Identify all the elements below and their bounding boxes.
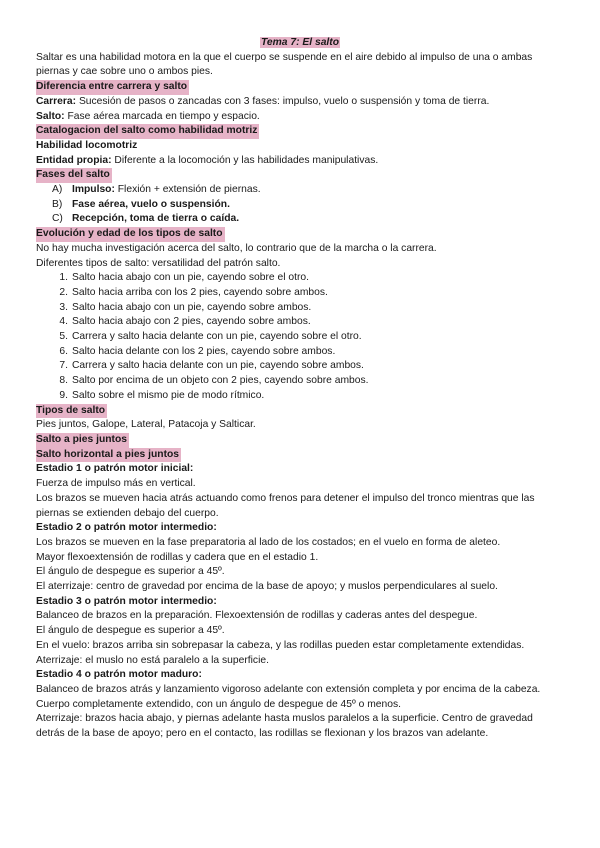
estadio-3-heading: Estadio 3 o patrón motor intermedio:	[36, 595, 217, 607]
entidad-text: Diferente a la locomoción y las habilidades manipulativas.	[111, 154, 379, 166]
section-heading-evolucion: Evolución y edad de los tipos de salto	[36, 227, 225, 242]
list-item-text: Carrera y salto hacia delante con un pie, cayendo sobre ambos.	[72, 360, 364, 372]
list-item	[36, 330, 564, 345]
estadio-4-heading: Estadio 4 o patrón motor maduro:	[36, 669, 202, 681]
list-marker: 8.	[59, 375, 68, 387]
list-marker: A)	[52, 184, 63, 196]
list-marker: 1.	[59, 272, 68, 284]
carrera-label: Carrera:	[36, 95, 77, 107]
list-item-text: Salto hacia abajo con 2 pies, cayendo sobre ambos.	[72, 316, 311, 328]
list-marker: 9.	[59, 389, 68, 401]
estadio-2-heading: Estadio 2 o patrón motor intermedio:	[36, 522, 217, 534]
estadio-4-line: Balanceo de brazos atrás y lanzamiento vigoroso adelante con extensión completa y por encima de la cabeza.	[36, 683, 541, 695]
list-item	[36, 374, 564, 389]
tipos-text: Pies juntos, Galope, Lateral, Patacoja y Salticar.	[36, 419, 256, 431]
list-marker: 7.	[59, 360, 68, 372]
list-item-text: Salto hacia abajo con un pie, cayendo sobre el otro.	[72, 272, 309, 284]
estadio-3-line: Aterrizaje: el muslo no está paralelo a la superficie.	[36, 654, 269, 666]
entidad-definition	[36, 154, 564, 169]
section-heading-pies-juntos: Salto a pies juntos	[36, 433, 129, 448]
entidad-label: Entidad propia:	[36, 154, 112, 166]
list-item-label: Recepción, toma de tierra o caída.	[72, 213, 240, 225]
list-item	[36, 271, 564, 286]
estadio-1-line: Los brazos se mueven hacia atrás actuando como frenos para detener el impulso del tronco mientras que las piernas se extienden debajo del cuerpo.	[36, 492, 535, 519]
list-item-text: Salto por encima de un objeto con 2 pies, cayendo sobre ambos.	[72, 375, 369, 387]
document-title: Tema 7: El salto	[260, 37, 340, 48]
estadio-3-line: El ángulo de despegue es superior a 45º.	[36, 625, 225, 637]
tipos-list	[36, 271, 564, 403]
salto-label: Salto:	[36, 110, 65, 122]
subheading-salto-horizontal: Salto horizontal a pies juntos	[36, 448, 181, 463]
list-marker: 4.	[59, 316, 68, 328]
estadio-3-line: Balanceo de brazos en la preparación. Flexoextensión de rodillas y caderas antes del despegue.	[36, 610, 478, 622]
estadio-2-line: Los brazos se mueven en la fase preparatoria al lado de los costados; en el vuelo en forma de aleteo.	[36, 536, 501, 548]
list-item-label: Fase aérea, vuelo o suspensión.	[72, 198, 230, 210]
estadio-1-heading: Estadio 1 o patrón motor inicial:	[36, 463, 194, 475]
list-marker: 5.	[59, 331, 68, 343]
subheading-habilidad: Habilidad locomotriz	[36, 139, 138, 151]
list-item-text: Salto sobre el mismo pie de modo rítmico.	[72, 389, 265, 401]
list-item-text: Salto hacia arriba con los 2 pies, cayendo sobre ambos.	[72, 286, 328, 298]
section-heading-diferencia: Diferencia entre carrera y salto	[36, 80, 189, 95]
estadio-3-line: En el vuelo: brazos arriba sin sobrepasar la cabeza, y las rodillas pueden estar completamente extendidas.	[36, 639, 525, 651]
list-item-text: Salto hacia abajo con un pie, cayendo sobre ambos.	[72, 301, 312, 313]
list-item	[36, 389, 564, 404]
list-item	[36, 198, 564, 213]
list-marker: B)	[52, 198, 63, 210]
section-heading-tipos: Tipos de salto	[36, 404, 107, 419]
tipos-intro: Diferentes tipos de salto: versatilidad del patrón salto.	[36, 257, 281, 269]
list-item-text: Salto hacia delante con los 2 pies, cayendo sobre ambos.	[72, 345, 336, 357]
list-marker: C)	[52, 213, 63, 225]
section-heading-fases: Fases del salto	[36, 168, 112, 183]
fases-list	[36, 183, 564, 227]
list-item	[36, 301, 564, 316]
carrera-definition	[36, 95, 564, 110]
list-item	[36, 315, 564, 330]
estadio-4-line: Cuerpo completamente extendido, con un ángulo de despegue de 45º o menos.	[36, 698, 401, 710]
intro-paragraph: Saltar es una habilidad motora en la que el cuerpo se suspende en el aire debido al impulso de una o ambas piernas y cae sobre uno o ambos pies.	[36, 51, 533, 78]
estadio-4-line: Aterrizaje: brazos hacia abajo, y piernas adelante hasta muslos paralelos a la superficie. Centro de gravedad detrás de la base de apoyo; pero en el contacto, las rodillas se flexionan y los brazos van adelante.	[36, 713, 533, 740]
list-item	[36, 359, 564, 374]
estadio-1-line: Fuerza de impulso más en vertical.	[36, 478, 196, 490]
estadio-2-line: Mayor flexoextensión de rodillas y cadera que en el estadio 1.	[36, 551, 319, 563]
carrera-text: Sucesión de pasos o zancadas con 3 fases: impulso, vuelo o suspensión y toma de tierra.	[76, 95, 490, 107]
list-item-text: Carrera y salto hacia delante con un pie, cayendo sobre el otro.	[72, 331, 362, 343]
list-item	[36, 212, 564, 227]
list-marker: 6.	[59, 345, 68, 357]
section-heading-catalogacion: Catalogacion del salto como habilidad motriz	[36, 124, 259, 139]
salto-text: Fase aérea marcada en tiempo y espacio.	[64, 110, 260, 122]
salto-definition	[36, 110, 564, 125]
list-item	[36, 286, 564, 301]
evolucion-paragraph: No hay mucha investigación acerca del salto, lo contrario que de la marcha o la carrera.	[36, 242, 437, 254]
list-item-text: Flexión + extensión de piernas.	[114, 184, 261, 196]
list-item-label: Impulso:	[72, 184, 115, 196]
estadio-2-line: El aterrizaje: centro de gravedad por encima de la base de apoyo; y muslos perpendiculares al suelo.	[36, 581, 498, 593]
list-marker: 3.	[59, 301, 68, 313]
estadio-2-line: El ángulo de despegue es superior a 45º.	[36, 566, 225, 578]
list-item	[36, 183, 564, 198]
list-item	[36, 345, 564, 360]
list-marker: 2.	[59, 286, 68, 298]
